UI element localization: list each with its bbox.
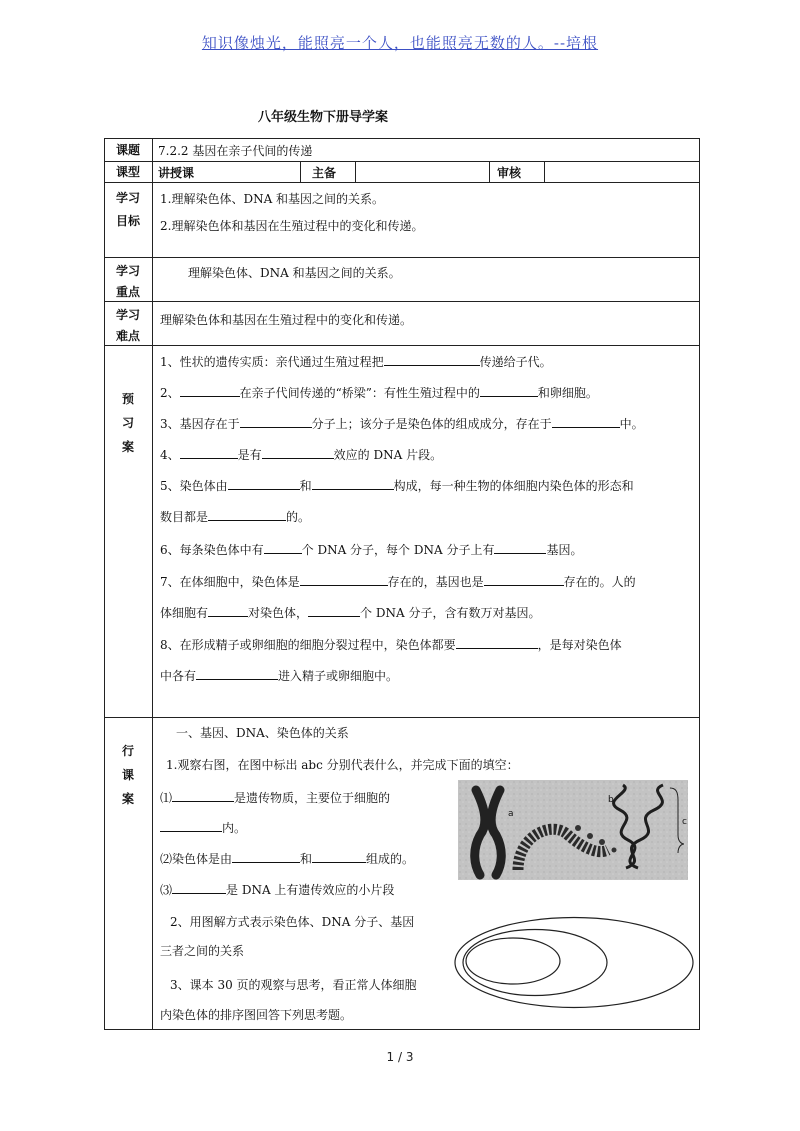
keypoints-label-line1: 学习 bbox=[115, 264, 140, 278]
preview-question-1 bbox=[160, 353, 552, 370]
answer-blank[interactable] bbox=[308, 605, 360, 617]
question-text: 是 DNA 上有遗传效应的小片段 bbox=[226, 883, 395, 897]
answer-blank[interactable] bbox=[262, 447, 334, 459]
question-text: 3、基因存在于 bbox=[160, 417, 240, 431]
preview-question-3 bbox=[160, 415, 644, 432]
inner-ellipse bbox=[466, 938, 560, 984]
answer-blank[interactable] bbox=[264, 542, 302, 554]
preview-question-8-cont bbox=[160, 667, 398, 684]
answer-blank[interactable] bbox=[232, 851, 300, 863]
answer-blank[interactable] bbox=[494, 542, 546, 554]
fill-item-1-cont bbox=[160, 819, 246, 836]
question-text: 效应的 DNA 片段。 bbox=[333, 448, 443, 462]
fill-item-3 bbox=[160, 881, 394, 898]
lesson-task-3-line2: 内染色体的排序图回答下列思考题。 bbox=[160, 1008, 353, 1022]
question-text: ⑵染色体是由 bbox=[160, 852, 233, 866]
question-text: 数目都是 bbox=[160, 510, 209, 524]
objectives-label-line1: 学习 bbox=[115, 191, 140, 205]
question-text: 的。 bbox=[286, 510, 311, 524]
reviewer-label: 审核 bbox=[497, 166, 522, 180]
question-text: 和 bbox=[300, 852, 313, 866]
preview-label-char: 习 bbox=[121, 416, 134, 430]
page-number: 1 / 3 bbox=[386, 1050, 414, 1064]
question-text: 6、每条染色体中有 bbox=[160, 543, 264, 557]
lesson-type-value: 讲授课 bbox=[158, 166, 195, 180]
question-text: 2、 bbox=[160, 386, 180, 400]
lesson-task-2-line2: 三者之间的关系 bbox=[160, 944, 245, 958]
document-title: 八年级生物下册导学案 bbox=[258, 110, 389, 125]
preview-question-6 bbox=[160, 541, 583, 558]
preview-label-char: 预 bbox=[121, 392, 134, 406]
question-text: 对染色体， bbox=[248, 606, 309, 620]
row-divider bbox=[104, 161, 700, 162]
preview-question-4 bbox=[160, 446, 442, 463]
lesson-task-2-line1: 2、用图解方式表示染色体、DNA 分子、基因 bbox=[170, 915, 415, 929]
keypoints-label-line2: 重点 bbox=[115, 285, 140, 299]
middle-ellipse bbox=[463, 930, 607, 996]
question-text: 构成，每一种生物的体细胞内染色体的形态和 bbox=[393, 479, 634, 493]
question-text: 是有 bbox=[237, 448, 262, 462]
question-text: 组成的。 bbox=[366, 852, 415, 866]
answer-blank[interactable] bbox=[172, 882, 226, 894]
answer-blank[interactable] bbox=[228, 478, 300, 490]
preview-question-5 bbox=[160, 477, 634, 494]
header-motto: 知识像烛光，能照亮一个人，也能照亮无数的人。--培根 bbox=[201, 34, 599, 52]
answer-blank[interactable] bbox=[552, 416, 620, 428]
answer-blank[interactable] bbox=[180, 385, 240, 397]
nested-ellipses-diagram bbox=[453, 915, 695, 1010]
col-divider bbox=[544, 161, 545, 182]
preview-label-char: 案 bbox=[121, 440, 134, 454]
topic-value: 7.2.2 基因在亲子代间的传递 bbox=[158, 144, 313, 158]
answer-blank[interactable] bbox=[160, 820, 222, 832]
lesson-label-char: 课 bbox=[121, 768, 134, 782]
topic-label: 课题 bbox=[115, 143, 140, 157]
row-divider bbox=[104, 257, 700, 258]
row-divider bbox=[104, 717, 700, 718]
objective-item: 1.理解染色体、DNA 和基因之间的关系。 bbox=[160, 192, 385, 206]
question-text: 和卵细胞。 bbox=[537, 386, 598, 400]
figure-label-c: c bbox=[682, 817, 687, 827]
lesson-section-title: 一、基因、DNA、染色体的关系 bbox=[176, 726, 349, 740]
answer-blank[interactable] bbox=[456, 637, 538, 649]
answer-blank[interactable] bbox=[384, 354, 480, 366]
row-divider bbox=[104, 182, 700, 183]
question-text: 4、 bbox=[160, 448, 180, 462]
col-divider bbox=[300, 161, 301, 182]
answer-blank[interactable] bbox=[208, 509, 286, 521]
question-text: 内。 bbox=[222, 821, 247, 835]
author-label: 主备 bbox=[312, 166, 337, 180]
question-text: 是遗传物质，主要位于细胞的 bbox=[234, 791, 391, 805]
answer-blank[interactable] bbox=[484, 574, 564, 586]
answer-blank[interactable] bbox=[196, 668, 278, 680]
lesson-type-label: 课型 bbox=[115, 165, 140, 179]
figure-label-b: b bbox=[608, 795, 614, 805]
preview-question-7-cont bbox=[160, 604, 540, 621]
fill-item-1 bbox=[160, 789, 390, 806]
question-text: 中各有 bbox=[160, 669, 197, 683]
answer-blank[interactable] bbox=[312, 851, 366, 863]
answer-blank[interactable] bbox=[180, 447, 238, 459]
figure-label-a: a bbox=[508, 809, 514, 819]
answer-blank[interactable] bbox=[480, 385, 538, 397]
lesson-task-3-line1: 3、课本 30 页的观察与思考，看正常人体细胞 bbox=[170, 978, 417, 992]
col-divider bbox=[355, 161, 356, 182]
question-text: 进入精子或卵细胞中。 bbox=[278, 669, 399, 683]
answer-blank[interactable] bbox=[240, 416, 312, 428]
difficulties-label-line2: 难点 bbox=[115, 329, 140, 343]
question-text: 7、在体细胞中，染色体是 bbox=[160, 575, 300, 589]
question-text: 8、在形成精子或卵细胞的细胞分裂过程中，染色体都要 bbox=[160, 638, 456, 652]
difficulties-text: 理解染色体和基因在生殖过程中的变化和传递。 bbox=[160, 313, 413, 327]
outer-ellipse bbox=[455, 918, 693, 1008]
answer-blank[interactable] bbox=[208, 605, 248, 617]
question-text: 中。 bbox=[619, 417, 644, 431]
question-text: 个 DNA 分子，每个 DNA 分子上有 bbox=[301, 543, 495, 557]
answer-blank[interactable] bbox=[300, 574, 388, 586]
lesson-label-char: 案 bbox=[121, 792, 134, 806]
preview-question-5-cont bbox=[160, 508, 310, 525]
question-text: 个 DNA 分子，含有数万对基因。 bbox=[360, 606, 541, 620]
objectives-label-line2: 目标 bbox=[115, 214, 140, 228]
question-text: 存在的，基因也是 bbox=[387, 575, 484, 589]
question-text: 1、性状的遗传实质：亲代通过生殖过程把 bbox=[160, 355, 384, 369]
question-text: 和 bbox=[299, 479, 312, 493]
row-divider bbox=[104, 345, 700, 346]
question-text: 体细胞有 bbox=[160, 606, 209, 620]
preview-question-8 bbox=[160, 636, 622, 653]
question-text: 传递给子代。 bbox=[479, 355, 552, 369]
question-text: ，是每对染色体 bbox=[537, 638, 622, 652]
chromosome-dna-figure bbox=[458, 780, 688, 880]
difficulties-label-line1: 学习 bbox=[115, 308, 140, 322]
preview-question-7 bbox=[160, 573, 636, 590]
question-text: ⑶ bbox=[160, 883, 173, 897]
keypoints-text: 理解染色体、DNA 和基因之间的关系。 bbox=[188, 266, 401, 280]
fill-item-2 bbox=[160, 850, 414, 867]
question-text: 基因。 bbox=[546, 543, 583, 557]
question-text: 分子上；该分子是染色体的组成成分，存在于 bbox=[311, 417, 552, 431]
objective-item: 2.理解染色体和基因在生殖过程中的变化和传递。 bbox=[160, 219, 424, 233]
question-text: ⑴ bbox=[160, 791, 173, 805]
question-text: 在亲子代间传递的“桥梁”：有性生殖过程中的 bbox=[239, 386, 480, 400]
lesson-task-1: 1.观察右图，在图中标出 abc 分别代表什么，并完成下面的填空： bbox=[166, 758, 519, 772]
col-divider bbox=[489, 161, 490, 182]
answer-blank[interactable] bbox=[172, 790, 234, 802]
answer-blank[interactable] bbox=[312, 478, 394, 490]
question-text: 存在的。人的 bbox=[563, 575, 636, 589]
question-text: 5、染色体由 bbox=[160, 479, 228, 493]
label-column-divider bbox=[152, 138, 153, 1030]
preview-question-2 bbox=[160, 384, 598, 401]
lesson-label-char: 行 bbox=[121, 744, 134, 758]
row-divider bbox=[104, 301, 700, 302]
